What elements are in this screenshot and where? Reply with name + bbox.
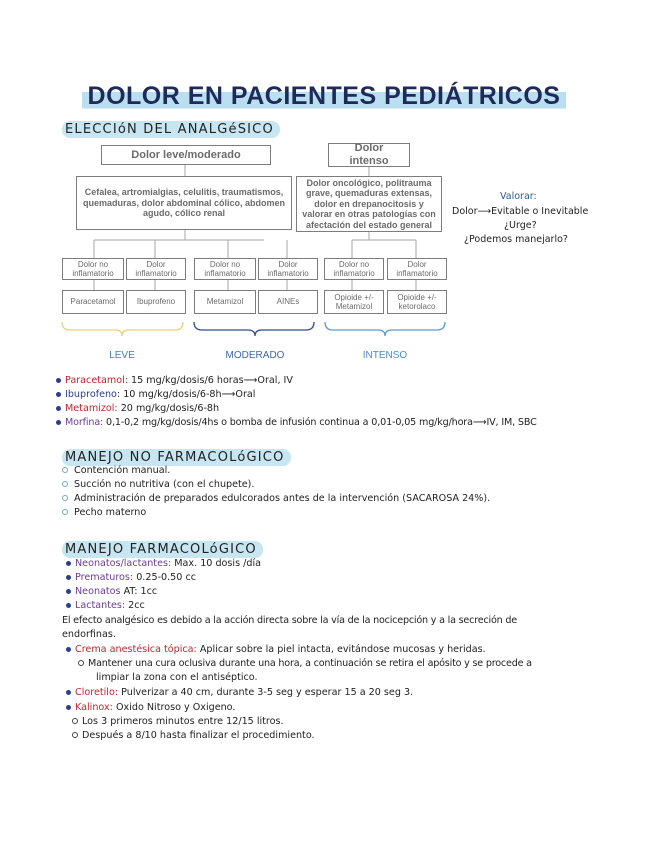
cloretilo-item: Cloretilo: Pulverizar a 40 cm, durante 3-5 seg y esperar 15 a 20 seg 3. <box>66 687 413 698</box>
box-no-inflamatorio-3: Dolor no inflamatorio <box>324 258 384 280</box>
bullet-icon <box>62 495 68 501</box>
bullet-icon <box>56 406 61 411</box>
bullet-icon <box>56 420 61 425</box>
bullet-icon <box>72 718 78 724</box>
dose-metamizol: Metamizol: 20 mg/kg/dosis/6-8h <box>56 403 219 414</box>
farm-item-1: Neonatos/lactantes: Max. 10 dosis /día <box>66 558 261 569</box>
box-opioide-metamizol: Opioide +/- Metamizol <box>324 290 384 314</box>
efecto-line-2: endorfinas. <box>62 629 116 640</box>
box-inflamatorio-3: Dolor inflamatorio <box>387 258 447 280</box>
arrow-right-icon: ⟶ <box>472 417 487 428</box>
bullet-icon <box>62 467 68 473</box>
bullet-icon <box>66 603 71 608</box>
bullet-icon <box>62 509 68 515</box>
category-intenso: INTENSO <box>362 350 408 361</box>
no-farm-item-4: Pecho materno <box>62 507 146 518</box>
bullet-icon <box>56 392 61 397</box>
box-metamizol: Metamizol <box>194 290 256 314</box>
kalinox-sub-2: Después a 8/10 hasta finalizar el procedimiento. <box>72 730 315 741</box>
farm-item-3: Neonatos AT: 1cc <box>66 586 157 597</box>
bullet-icon <box>66 690 71 695</box>
bullet-icon <box>72 732 78 738</box>
box-opioide-ketorolaco: Opioide +/- ketorolaco <box>387 290 447 314</box>
valorar-line-1: Dolor⟶Evitable o Inevitable <box>452 206 589 217</box>
bullet-icon <box>66 561 71 566</box>
box-ibuprofeno: Ibuprofeno <box>126 290 186 314</box>
dose-ibuprofeno: Ibuprofeno: 10 mg/kg/dosis/6-8h⟶Oral <box>56 389 255 400</box>
bullet-icon <box>56 378 61 383</box>
no-farm-item-3: Administración de preparados edulcorados antes de la intervención (SACAROSA 24%). <box>62 493 490 504</box>
category-moderado: MODERADO <box>225 350 285 361</box>
section-heading-farmacologico: MANEJO FARMACOLóGICO <box>62 538 263 557</box>
bullet-icon <box>66 647 71 652</box>
bullet-icon <box>66 705 71 710</box>
dose-paracetamol: Paracetamol: 15 mg/kg/dosis/6 horas⟶Oral, IV <box>56 375 293 386</box>
box-intenso-descripcion: Dolor oncológico, politrauma grave, quemaduras extensas, dolor en drepanocitosis y valorar en otras patologías con afectación del estado general <box>296 176 442 232</box>
arrow-right-icon: ⟶ <box>477 206 492 217</box>
efecto-line-1: El efecto analgésico es debido a la acción directa sobre la vía de la nocicepción y a la secreción de <box>62 615 517 626</box>
arrow-right-icon: ⟶ <box>221 389 236 400</box>
bullet-icon <box>66 575 71 580</box>
valorar-line-2: ¿Urge? <box>504 220 537 231</box>
bullet-icon <box>78 660 84 666</box>
box-no-inflamatorio-1: Dolor no inflamatorio <box>62 258 124 280</box>
box-dolor-leve-moderado: Dolor leve/moderado <box>101 145 271 165</box>
no-farm-item-2: Succión no nutritiva (con el chupete). <box>62 479 254 490</box>
kalinox-item: Kalinox: Oxido Nitroso y Oxigeno. <box>66 702 235 713</box>
farm-item-4: Lactantes: 2cc <box>66 600 145 611</box>
category-leve: LEVE <box>109 350 135 361</box>
dose-morfina: Morfina: 0,1-0,2 mg/kg/dosis/4hs o bomba de infusión continua a 0,01-0,05 mg/kg/hora⟶IV, IM, SBC <box>56 417 537 428</box>
box-leve-descripcion: Cefalea, artromialgias, celulitis, traumatismos, quemaduras, dolor abdominal cólico, abdomen agudo, cólico renal <box>76 176 292 230</box>
valorar-line-3: ¿Podemos manejarlo? <box>464 234 568 245</box>
arrow-right-icon: ⟶ <box>243 375 258 386</box>
box-paracetamol: Paracetamol <box>62 290 124 314</box>
crema-sub-1: Mantener una cura oclusiva durante una hora, a continuación se retira el apósito y se procede a <box>78 658 532 669</box>
crema-item: Crema anestésica tópica: Aplicar sobre la piel intacta, evitándose mucosas y heridas. <box>66 644 486 655</box>
box-no-inflamatorio-2: Dolor no inflamatorio <box>194 258 256 280</box>
box-inflamatorio-2: Dolor inflamatorio <box>258 258 318 280</box>
farm-item-2: Prematuros: 0.25-0.50 cc <box>66 572 196 583</box>
crema-sub-2: limpiar la zona con el antiséptico. <box>96 672 258 683</box>
bullet-icon <box>66 589 71 594</box>
box-dolor-intenso: Dolor intenso <box>328 143 410 167</box>
no-farm-item-1: Contención manual. <box>62 465 170 476</box>
kalinox-sub-1: Los 3 primeros minutos entre 12/15 litros. <box>72 716 284 727</box>
box-inflamatorio-1: Dolor inflamatorio <box>126 258 186 280</box>
section-heading-no-farmacologico: MANEJO NO FARMACOLóGICO <box>62 446 291 465</box>
page-title: DOLOR EN PACIENTES PEDIÁTRICOS <box>0 82 648 111</box>
box-aines: AINEs <box>258 290 318 314</box>
section-heading-eleccion: ELECCIóN DEL ANALGéSICO <box>62 118 280 137</box>
bullet-icon <box>62 481 68 487</box>
valorar-label: Valorar: <box>500 191 537 202</box>
